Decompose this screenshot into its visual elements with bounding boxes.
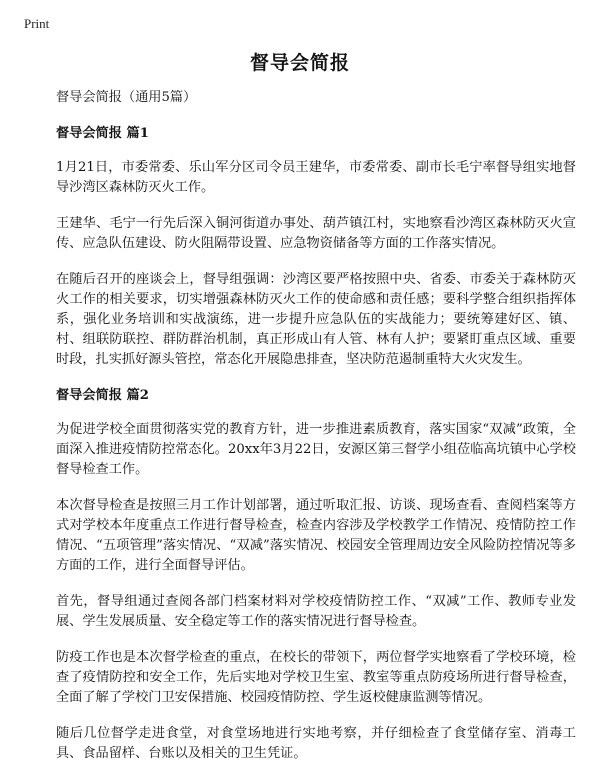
print-link[interactable]: Print [24, 16, 50, 31]
section-heading: 督导会简报 篇1 [56, 126, 149, 141]
document-subtitle: 督导会简报（通用5篇） [56, 90, 197, 105]
page-title: 督导会简报 [249, 52, 350, 74]
paragraph: 本次督导检查是按照三月工作计划部署，通过听取汇报、访谈、现场查看、查阅档案等方式对学校本年度重点工作进行督导检查，检查内容涉及学校教学工作情况、疫情防控工作情况、“五项管理”落实情况、“双减”落实情况、校园安全管理周边安全风险防控情况等多方面的工作，进行全面督导评估。 [56, 498, 576, 573]
paragraph: 随后几位督学走进食堂，对食堂场地进行实地考察，并仔细检查了食堂储存室、消毒工具、食品留样、台账以及相关的卫生凭证。 [56, 726, 576, 761]
paragraph: 王建华、毛宁一行先后深入铜河街道办事处、葫芦镇江村，实地察看沙湾区森林防灭火宣传、应急队伍建设、防火阻隔带设置、应急物资储备等方面的工作落实情况。 [56, 216, 576, 251]
paragraph: 在随后召开的座谈会上，督导组强调：沙湾区要严格按照中央、省委、市委关于森林防灭火工作的相关要求，切实增强森林防灭火工作的使命感和责任感；要科学整合组织指挥体系，强化业务培训和实战演练，进一步提升应急队伍的实战能力；要统筹建好区、镇、村、组联防联控、群防群治机制，真正形成山有人管、林有人护；要紧盯重点区域、重要时段，扎实抓好源头管控，常态化开展隐患排查，坚决防范遏制重特大火灾发生。 [56, 272, 576, 367]
section-heading: 督导会简报 篇2 [56, 388, 149, 403]
paragraph: 为促进学校全面贯彻落实党的教育方针，进一步推进素质教育，落实国家“双减”政策，全面深入推进疫情防控常态化。20xx年3月22日，安源区第三督学小组莅临高坑镇中心学校督导检查工作。 [56, 422, 576, 477]
paragraph: 防疫工作也是本次督学检查的重点，在校长的带领下，两位督学实地察看了学校环境，检查了疫情防控和安全工作，先后实地对学校卫生室、教室等重点防疫场所进行督导检查，全面了解了学校门卫安保措施、校园疫情防控、学生返校健康监测等情况。 [56, 650, 576, 705]
paragraph: 1月21日，市委常委、乐山军分区司令员王建华，市委常委、副市长毛宁率督导组实地督导沙湾区森林防灭火工作。 [56, 160, 576, 195]
paragraph: 首先，督导组通过查阅各部门档案材料对学校疫情防控工作、“双减”工作、教师专业发展、学生发展质量、安全稳定等工作的落实情况进行督导检查。 [56, 594, 576, 629]
document-body [56, 88, 576, 780]
